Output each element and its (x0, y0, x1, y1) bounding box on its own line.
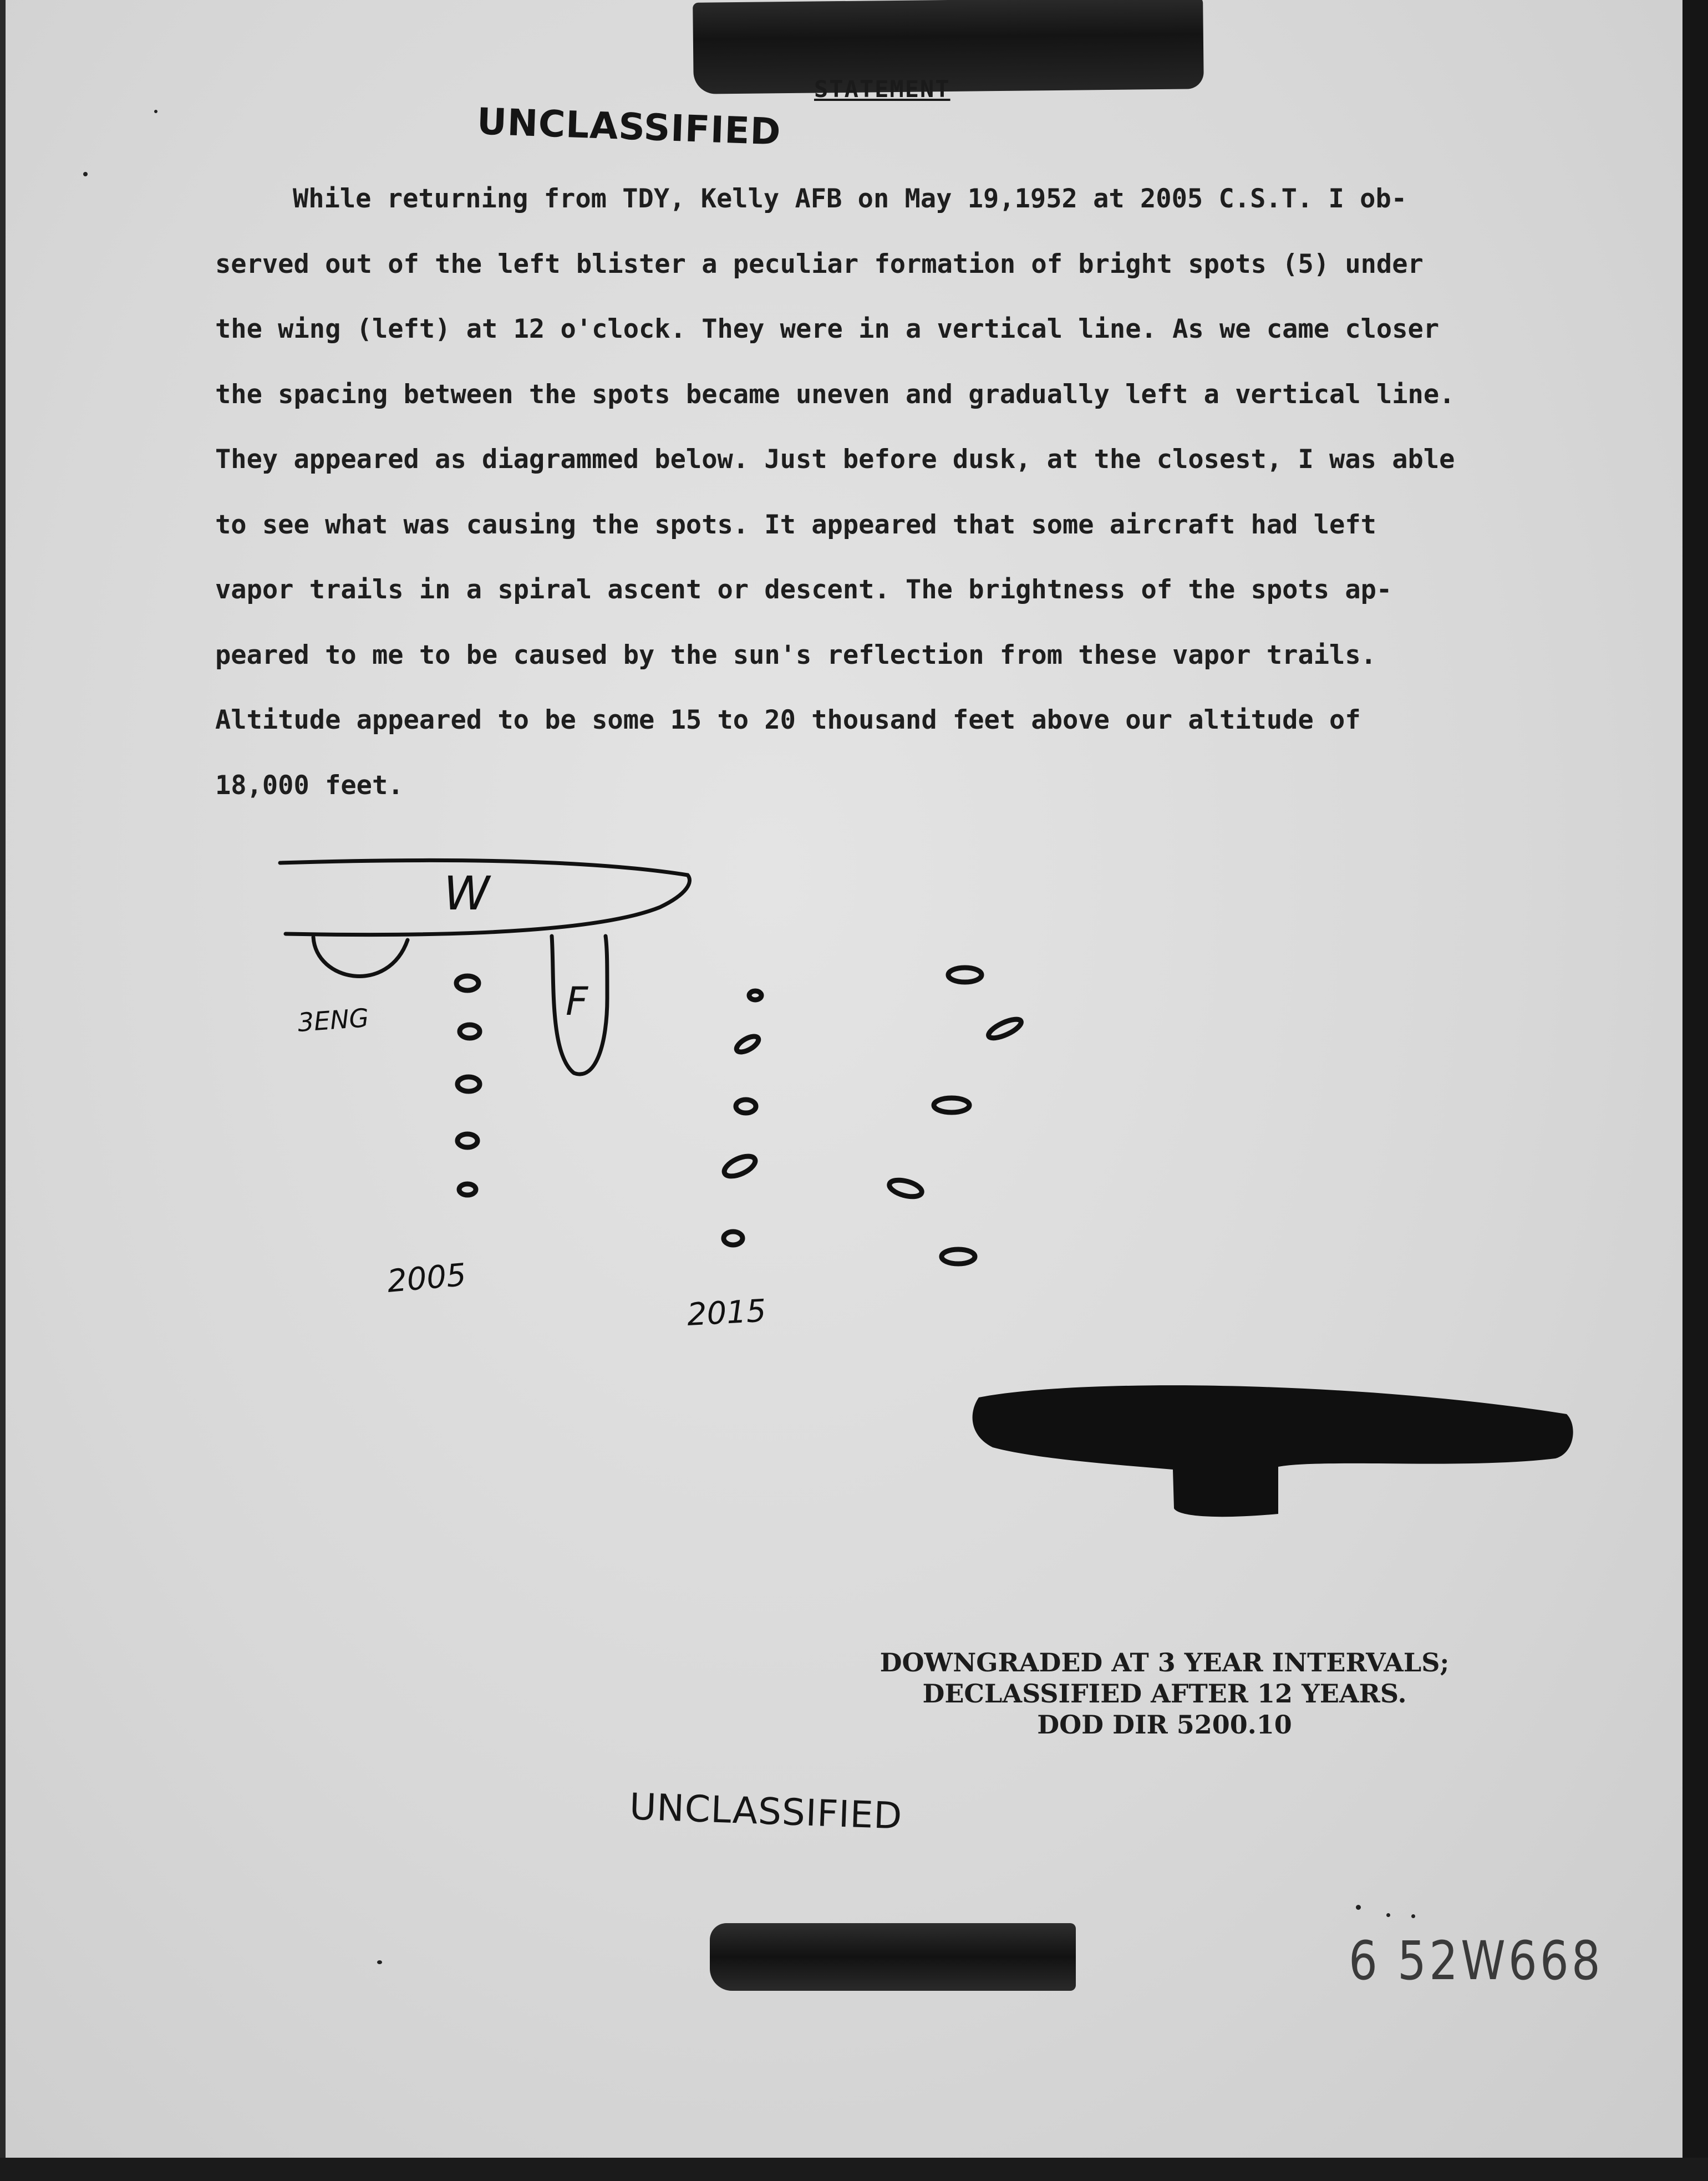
spot (721, 1152, 758, 1181)
spots-2005 (456, 976, 480, 1195)
time-label-2015: 2015 (686, 1293, 767, 1333)
body-line: served out of the left blister a peculiar formation of bright spots (5) under (215, 248, 1424, 279)
downgrade-line: DOWNGRADED AT 3 YEAR INTERVALS; (880, 1648, 1450, 1677)
spot (888, 1177, 924, 1200)
dust-speck (154, 110, 157, 113)
body-line: the wing (left) at 12 o'clock. They were in a vertical line. As we came closer (215, 314, 1440, 344)
dust-speck (83, 172, 88, 176)
body-line: They appeared as diagrammed below. Just before dusk, at the closest, I was able (215, 444, 1455, 475)
downgrade-notice (854, 1647, 1475, 1740)
unclassified-stamp-top: UNCLASSIFIED (476, 100, 782, 154)
body-line: peared to me to be caused by the sun's reflection from these vapor trails. (215, 639, 1376, 670)
tank-label: F (566, 979, 588, 1024)
dust-speck (377, 1960, 382, 1964)
time-label-2005: 2005 (385, 1257, 468, 1300)
engine-shape (313, 937, 408, 976)
dust-speck (1411, 1914, 1415, 1918)
dust-speck (1386, 1913, 1390, 1917)
spot (986, 1016, 1023, 1042)
spot (948, 968, 982, 982)
spots-2015-a (721, 991, 761, 1245)
redaction-middle (968, 1375, 1578, 1519)
spot (460, 1025, 480, 1038)
body-line: vapor trails in a spiral ascent or descent. The brightness of the spots ap- (215, 575, 1392, 605)
engine-label: 3ENG (297, 1003, 370, 1038)
body-line: to see what was causing the spots. It appeared that some aircraft had left (215, 509, 1376, 540)
spot (458, 1077, 480, 1091)
spot (458, 1134, 477, 1147)
dust-speck (1356, 1905, 1361, 1910)
downgrade-line: DECLASSIFIED AFTER 12 YEARS. (922, 1679, 1407, 1709)
statement-heading: STATEMENT (814, 75, 950, 103)
spots-2015-b (888, 968, 1024, 1264)
spot (736, 1100, 756, 1113)
body-line: While returning from TDY, Kelly AFB on May 19,1952 at 2005 C.S.T. I ob- (293, 184, 1407, 214)
body-line: Altitude appeared to be some 15 to 20 thousand feet above our altitude of (215, 705, 1361, 735)
unclassified-stamp-bottom: UNCLASSIFIED (628, 1785, 903, 1838)
spot (456, 976, 479, 990)
downgrade-line: DOD DIR 5200.10 (1037, 1710, 1292, 1740)
spot (942, 1249, 975, 1264)
file-number: 6 52W668 (1349, 1930, 1603, 1992)
spot (724, 1232, 743, 1245)
spot (749, 991, 761, 1000)
spot (934, 1098, 969, 1112)
redaction-bottom (710, 1923, 1076, 1991)
body-line: 18,000 feet. (215, 770, 404, 801)
body-line: the spacing between the spots became uneven and gradually left a vertical line. (215, 379, 1455, 410)
spot (734, 1033, 761, 1055)
wing-label: W (444, 866, 490, 921)
spot (459, 1184, 476, 1195)
